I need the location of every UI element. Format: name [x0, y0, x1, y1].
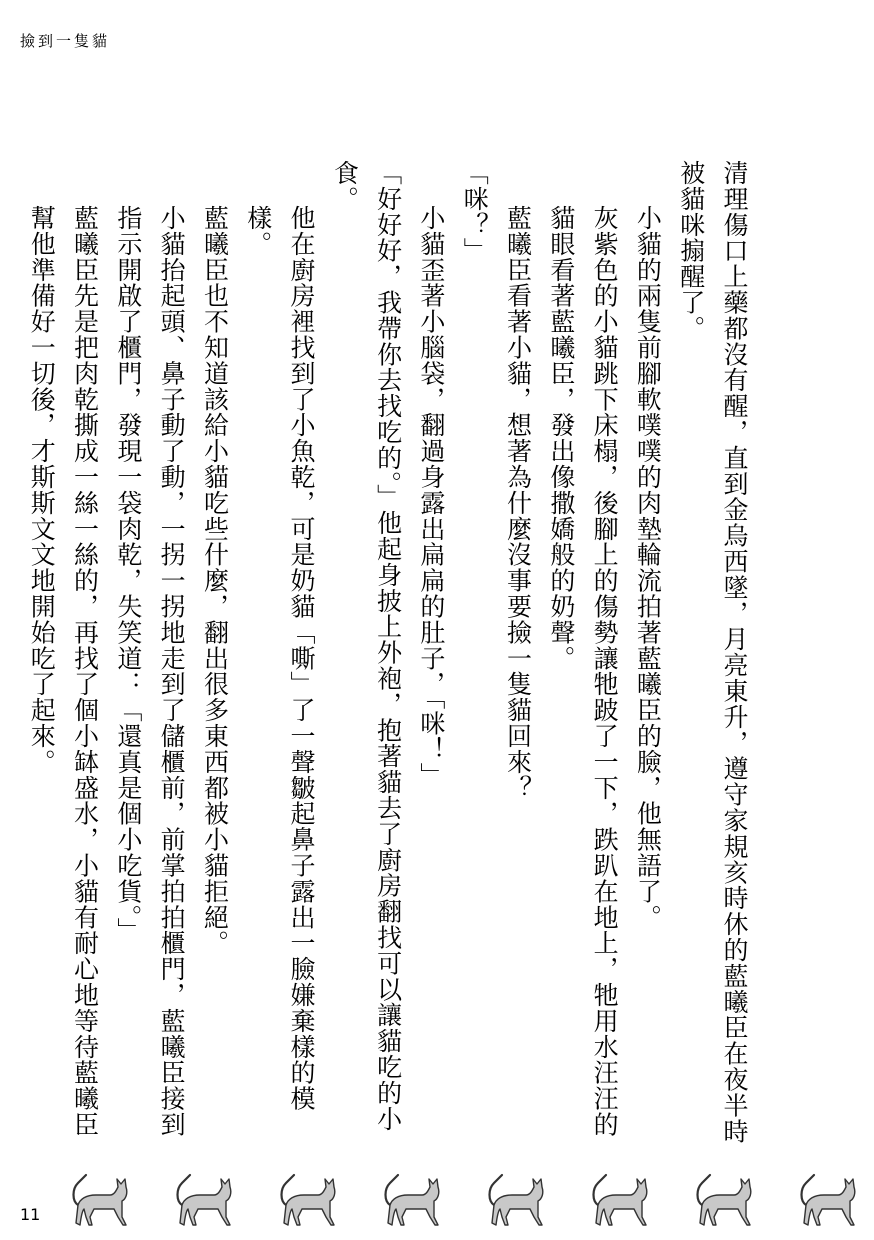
walking-cat-icon — [282, 1175, 335, 1225]
walking-cat-icon — [178, 1175, 231, 1225]
vertical-text-body — [27, 160, 756, 1160]
walking-cat-icon — [386, 1175, 439, 1225]
paragraph: 「咪？」 — [460, 160, 490, 264]
paragraph: 小貓歪著小腦袋，翻過身露出扁扁的肚子，「咪！」 — [416, 205, 446, 789]
walking-cat-icon — [594, 1175, 647, 1225]
paragraph: 藍曦臣先是把肉乾撕成一絲一絲的，再找了個小缽盛水，小貓有耐心地等待藍曦臣幫他準備好一切後，才斯斯文文地開始吃了起來。 — [27, 205, 100, 1138]
running-header-title: 撿到一隻貓 — [20, 32, 111, 50]
walking-cat-icon — [698, 1175, 751, 1225]
paragraph: 灰紫色的小貓跳下床榻，後腳上的傷勢讓牠跛了一下，跌趴在地上，牠用水汪汪的貓眼看著藍曦臣，發出像撒嬌般的奶聲。 — [546, 205, 620, 1138]
paragraph: 小貓抬起頭、鼻子動了動，一拐一拐地走到了儲櫃前，前掌拍拍櫃門，藍曦臣接到指示開啟了櫃門，發現一袋肉乾，失笑道：「還真是個小吃貨。」 — [113, 205, 187, 1138]
walking-cat-icon — [802, 1175, 855, 1225]
paragraph: 清理傷口上藥都沒有醒，直到金烏西墜，月亮東升，遵守家規亥時休的藍曦臣在夜半時被貓咪搧醒了。 — [676, 160, 749, 1145]
paragraph: 小貓的兩隻前腳軟噗噗的肉墊輪流拍著藍曦臣的臉，他無語了。 — [633, 205, 663, 931]
paragraph: 「好好好，我帶你去找吃的。」他起身披上外袍，抱著貓去了廚房翻找可以讓貓吃的小食。 — [330, 160, 403, 1132]
walking-cat-icon — [74, 1175, 127, 1225]
paragraph: 他在廚房裡找到了小魚乾，可是奶貓「嘶」了一聲皺起鼻子露出一臉嫌棄樣的模樣。 — [243, 205, 317, 1112]
page-number: 11 — [20, 1205, 41, 1224]
paragraph: 藍曦臣看著小貓，想著為什麼沒事要撿一隻貓回來？ — [503, 205, 533, 801]
cat-decoration-strip — [0, 1165, 874, 1235]
paragraph: 藍曦臣也不知道該給小貓吃些什麼，翻出很多東西都被小貓拒絕。 — [200, 205, 230, 957]
walking-cat-icon — [490, 1175, 543, 1225]
